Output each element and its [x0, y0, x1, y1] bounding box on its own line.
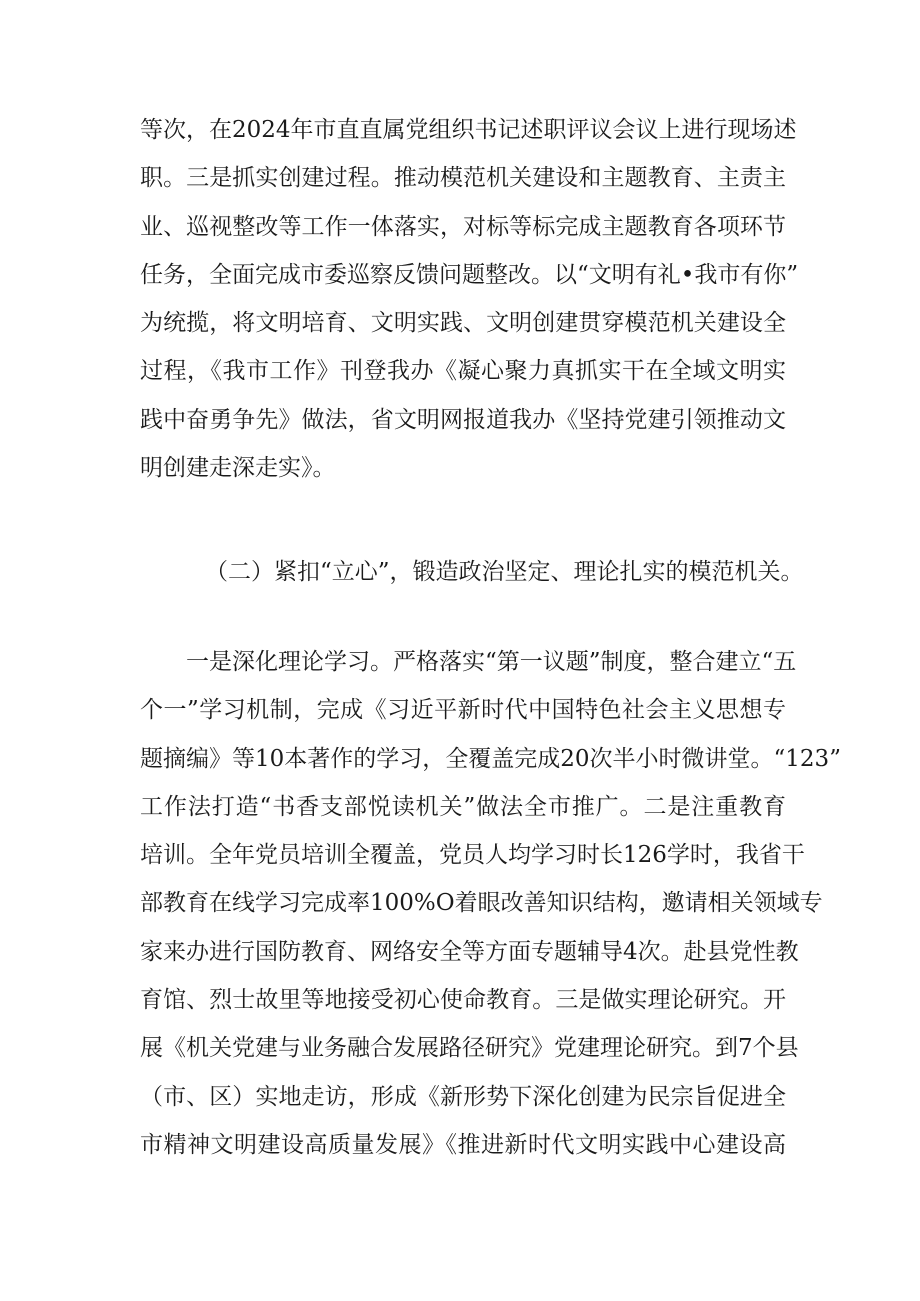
- paragraph-2: [140, 638, 841, 1169]
- paragraph-2-line: 题摘编》等10本著作的学习，全覆盖完成20次半小时微讲堂。“123”: [140, 745, 841, 772]
- paragraph-1-line: 为统揽，将文明培育、文明实践、文明创建贯穿模范机关建设全: [140, 310, 786, 337]
- paragraph-1-line: 任务，全面完成市委巡察反馈问题整改。以“文明有礼•我市有你”: [140, 261, 799, 288]
- section-heading-text: （二）紧扣“立心”，锻造政治坚定、理论扎实的模范机关。: [205, 559, 804, 585]
- paragraph-2-line: 展《机关党建与业务融合发展路径研究》党建理论研究。到7个县: [140, 1035, 799, 1062]
- paragraph-1-line: 明创建走深走实》。: [140, 455, 336, 482]
- paragraph-1-line: 业、巡视整改等工作一体落实，对标等标完成主题教育各项环节: [140, 213, 786, 240]
- section-heading: [205, 548, 805, 596]
- paragraph-1-line: 践中奋勇争先》做法，省文明网报道我办《坚持党建引领推动文: [140, 406, 786, 433]
- paragraph-2-line: 部教育在线学习完成率100%O着眼改善知识结构，邀请相关领域专: [140, 890, 823, 917]
- paragraph-2-line: （市、区）实地走访，形成《新形势下深化创建为民宗旨促进全: [140, 1083, 786, 1110]
- paragraph-2-line: 家来办进行国防教育、网络安全等方面专题辅导4次。赴县党性教: [140, 938, 799, 965]
- paragraph-2-line: 个一”学习机制，完成《习近平新时代中国特色社会主义思想专: [140, 697, 786, 724]
- paragraph-2-line: 育馆、烈士故里等地接受初心使命教育。三是做实理论研究。开: [140, 987, 786, 1014]
- paragraph-2-line: 一是深化理论学习。严格落实“第一议题”制度，整合建立“五: [140, 649, 797, 675]
- paragraph-2-line: 培训。全年党员培训全覆盖，党员人均学习时长126学时，我省干: [140, 842, 805, 869]
- paragraph-1: [140, 106, 799, 492]
- paragraph-2-line: 工作法打造“书香支部悦读机关”做法全市推广。二是注重教育: [140, 793, 786, 820]
- paragraph-2-line: 市精神文明建设高质量发展》《推进新时代文明实践中心建设高: [140, 1131, 786, 1158]
- paragraph-1-line: 过程，《我市工作》刊登我办《凝心聚力真抓实干在全域文明实: [140, 358, 786, 385]
- paragraph-1-line: 等次，在2024年市直直属党组织书记述职评议会议上进行现场述: [140, 117, 797, 143]
- paragraph-1-line: 职。三是抓实创建过程。推动模范机关建设和主题教育、主责主: [140, 165, 786, 192]
